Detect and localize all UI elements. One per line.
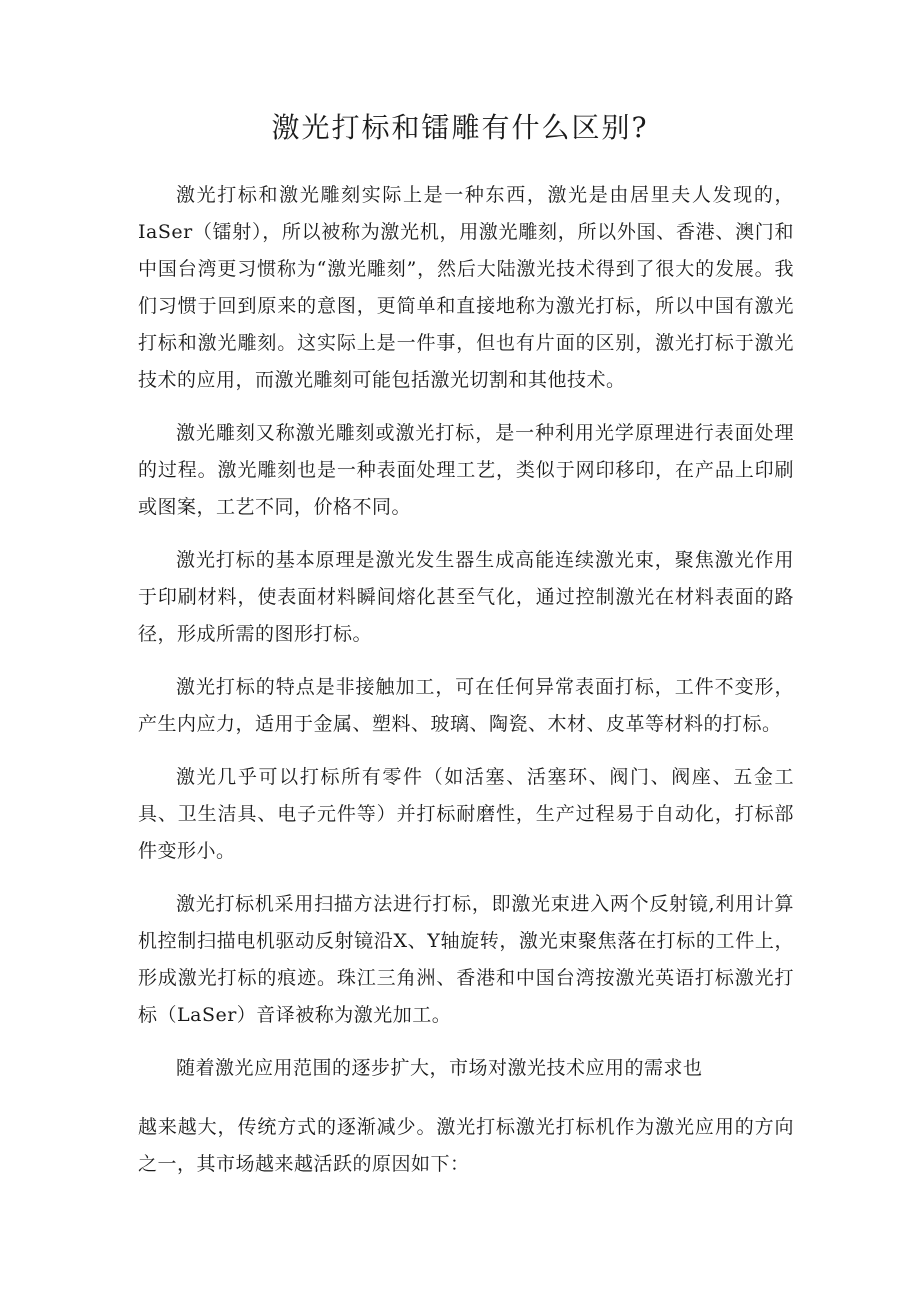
paragraph-6: 激光打标机采用扫描方法进行打标，即激光束进入两个反射镜,利用计算机控制扫描电机驱动反射镜沿X、Y轴旋转，激光束聚焦落在打标的工件上，形成激光打标的痕迹。珠江三角洲、香港和中国台湾按激光英语打标激光打标（LaSer）音译被称为激光加工。: [138, 893, 794, 1026]
paragraph-1: 激光打标和激光雕刻实际上是一种东西，激光是由居里夫人发现的，IaSer（镭射），所以被称为激光机，用激光雕刻，所以外国、香港、澳门和中国台湾更习惯称为“激光雕刻”，然后大陆激光技术得到了很大的发展。我们习惯于回到原来的意图，更简单和直接地称为激光打标，所以中国有激光打标和激光雕刻。这实际上是一件事，但也有片面的区别，激光打标于激光技术的应用，而激光雕刻可能包括激光切割和其他技术。: [138, 184, 794, 391]
page-title: 激光打标和镭雕有什么区别?: [271, 111, 649, 144]
paragraph-3: 激光打标的基本原理是激光发生器生成高能连续激光束，聚焦激光作用于印刷材料，使表面材料瞬间熔化甚至气化，通过控制激光在材料表面的路径，形成所需的图形打标。: [138, 549, 794, 645]
document-body: [138, 177, 794, 1199]
paragraph-8: 越来越大，传统方式的逐渐减少。激光打标激光打标机作为激光应用的方向之一，其市场越来越活跃的原因如下：: [138, 1116, 794, 1175]
paragraph-2: 激光雕刻又称激光雕刻或激光打标，是一种利用光学原理进行表面处理的过程。激光雕刻也是一种表面处理工艺，类似于网印移印，在产品上印刷或图案，工艺不同，价格不同。: [138, 422, 794, 518]
paragraph-5: 激光几乎可以打标所有零件（如活塞、活塞环、阀门、阀座、五金工具、卫生洁具、电子元件等）并打标耐磨性，生产过程易于自动化，打标部件变形小。: [138, 766, 794, 862]
paragraph-7: 随着激光应用范围的逐步扩大，市场对激光技术应用的需求也: [176, 1057, 703, 1079]
paragraph-4: 激光打标的特点是非接触加工，可在任何异常表面打标，工件不变形，产生内应力，适用于金属、塑料、玻璃、陶瓷、木材、皮革等材料的打标。: [138, 676, 794, 735]
